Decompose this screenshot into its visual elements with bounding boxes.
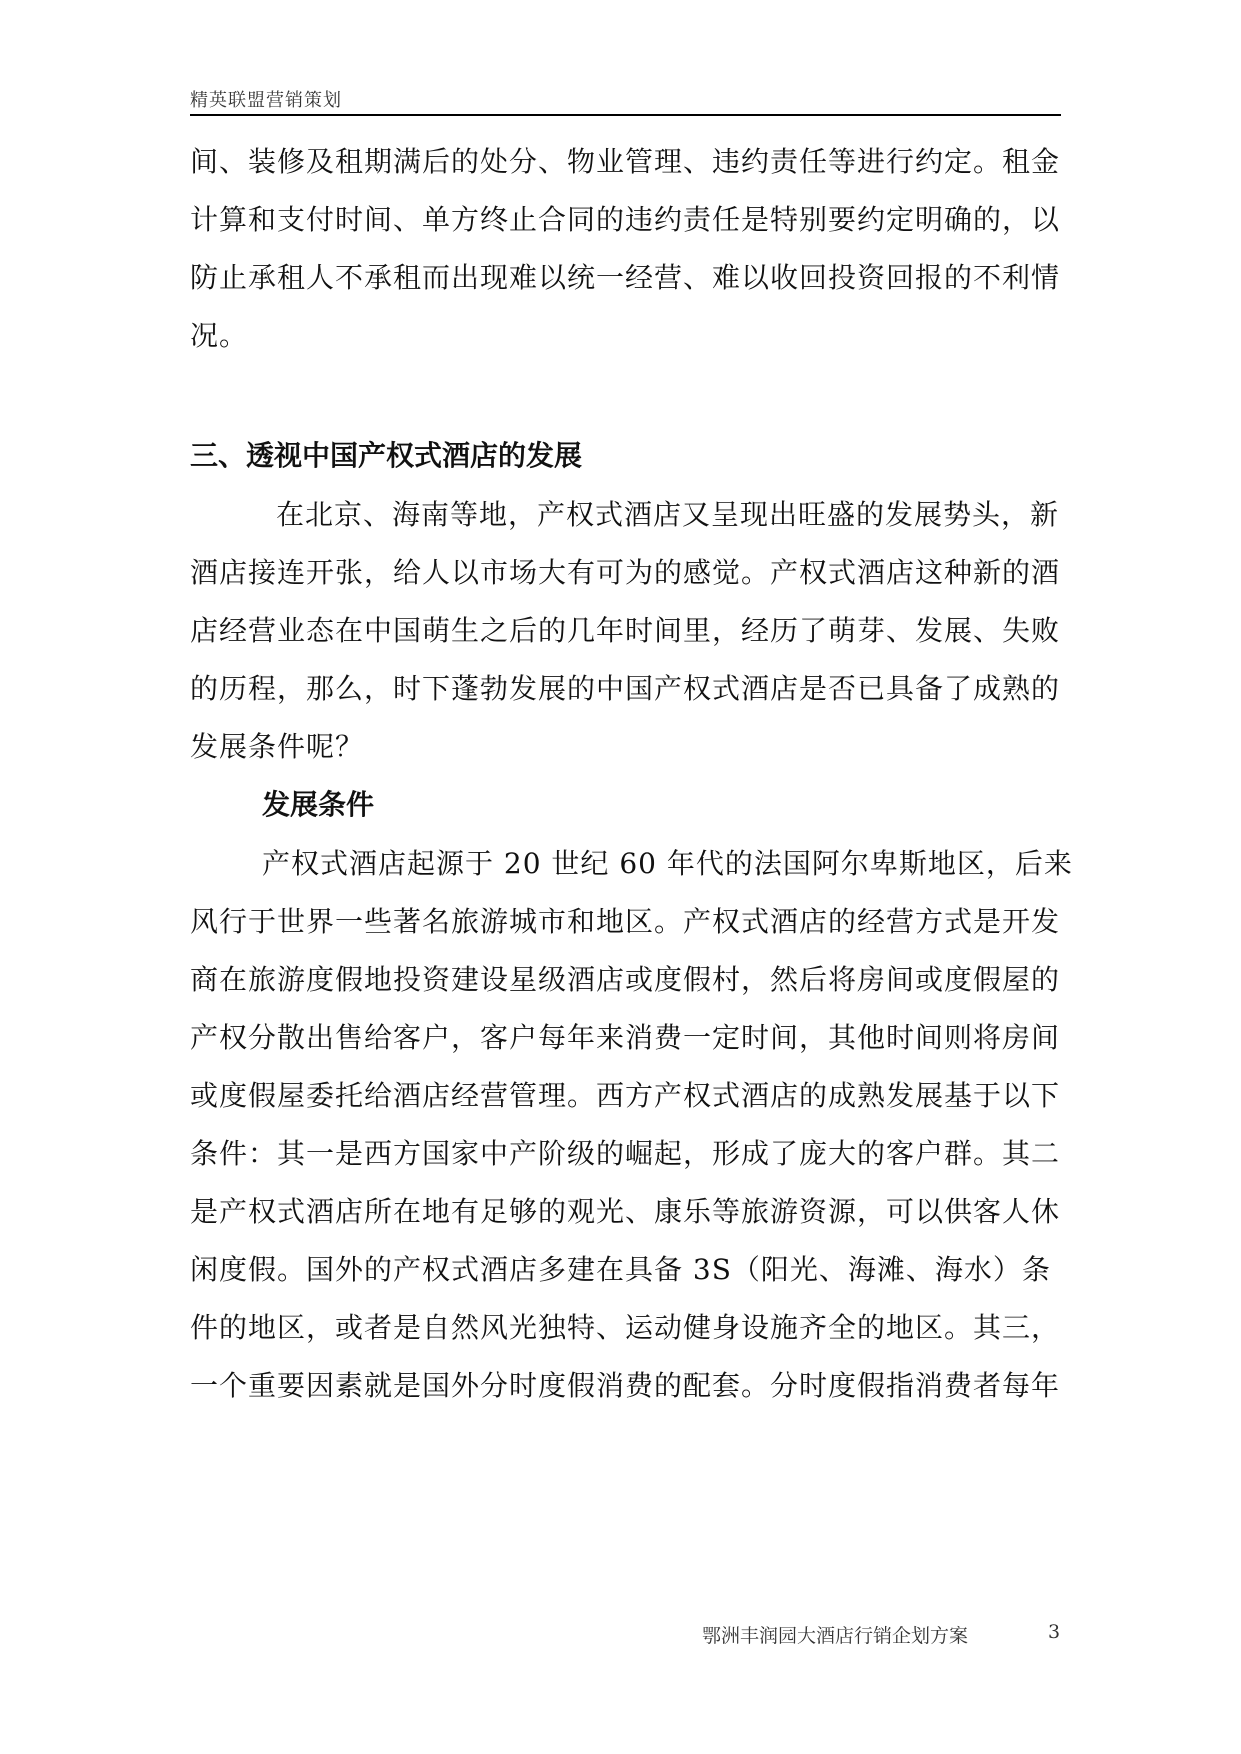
body-text-line: 发展条件呢？ xyxy=(190,730,365,763)
body-text-line: 产权分散出售给客户，客户每年来消费一定时间，其他时间则将房间 xyxy=(190,1021,1061,1054)
body-text-line: 况。 xyxy=(190,319,249,352)
page-number: 3 xyxy=(1048,1621,1061,1643)
page-footer-title: 鄂洲丰润园大酒店行销企划方案 xyxy=(702,1625,969,1647)
body-text-line: 风行于世界一些著名旅游城市和地区。产权式酒店的经营方式是开发 xyxy=(190,905,1061,938)
body-text-line: 或度假屋委托给酒店经营管理。西方产权式酒店的成熟发展基于以下 xyxy=(190,1079,1061,1112)
subsection-heading: 发展条件 xyxy=(262,788,375,821)
body-text-line: 是产权式酒店所在地有足够的观光、康乐等旅游资源，可以供客人休 xyxy=(190,1195,1061,1228)
body-text-line: 件的地区，或者是自然风光独特、运动健身设施齐全的地区。其三， xyxy=(190,1311,1061,1344)
body-text-line: 闲度假。国外的产权式酒店多建在具备 3S（阳光、海滩、海水）条 xyxy=(190,1253,1051,1286)
body-text-line: 店经营业态在中国萌生之后的几年时间里，经历了萌芽、发展、失败 xyxy=(190,614,1061,647)
body-text-line: 酒店接连开张，给人以市场大有可为的感觉。产权式酒店这种新的酒 xyxy=(190,556,1061,589)
body-text-line: 的历程，那么，时下蓬勃发展的中国产权式酒店是否已具备了成熟的 xyxy=(190,672,1061,705)
body-text-line: 一个重要因素就是国外分时度假消费的配套。分时度假指消费者每年 xyxy=(190,1369,1061,1402)
body-text-line: 防止承租人不承租而出现难以统一经营、难以收回投资回报的不利情 xyxy=(190,261,1061,294)
section-heading: 三、透视中国产权式酒店的发展 xyxy=(190,439,583,472)
page-header-title: 精英联盟营销策划 xyxy=(190,90,342,111)
body-text-line: 商在旅游度假地投资建设星级酒店或度假村，然后将房间或度假屋的 xyxy=(190,963,1061,996)
header-divider xyxy=(190,114,1061,116)
body-text-line: 产权式酒店起源于 20 世纪 60 年代的法国阿尔卑斯地区，后来 xyxy=(262,847,1073,880)
body-text-line: 计算和支付时间、单方终止合同的违约责任是特别要约定明确的，以 xyxy=(190,203,1061,236)
body-text-line: 在北京、海南等地，产权式酒店又呈现出旺盛的发展势头，新 xyxy=(276,498,1060,531)
body-text-line: 间、装修及租期满后的处分、物业管理、违约责任等进行约定。租金 xyxy=(190,145,1061,178)
body-text-line: 条件：其一是西方国家中产阶级的崛起，形成了庞大的客户群。其二 xyxy=(190,1137,1061,1170)
